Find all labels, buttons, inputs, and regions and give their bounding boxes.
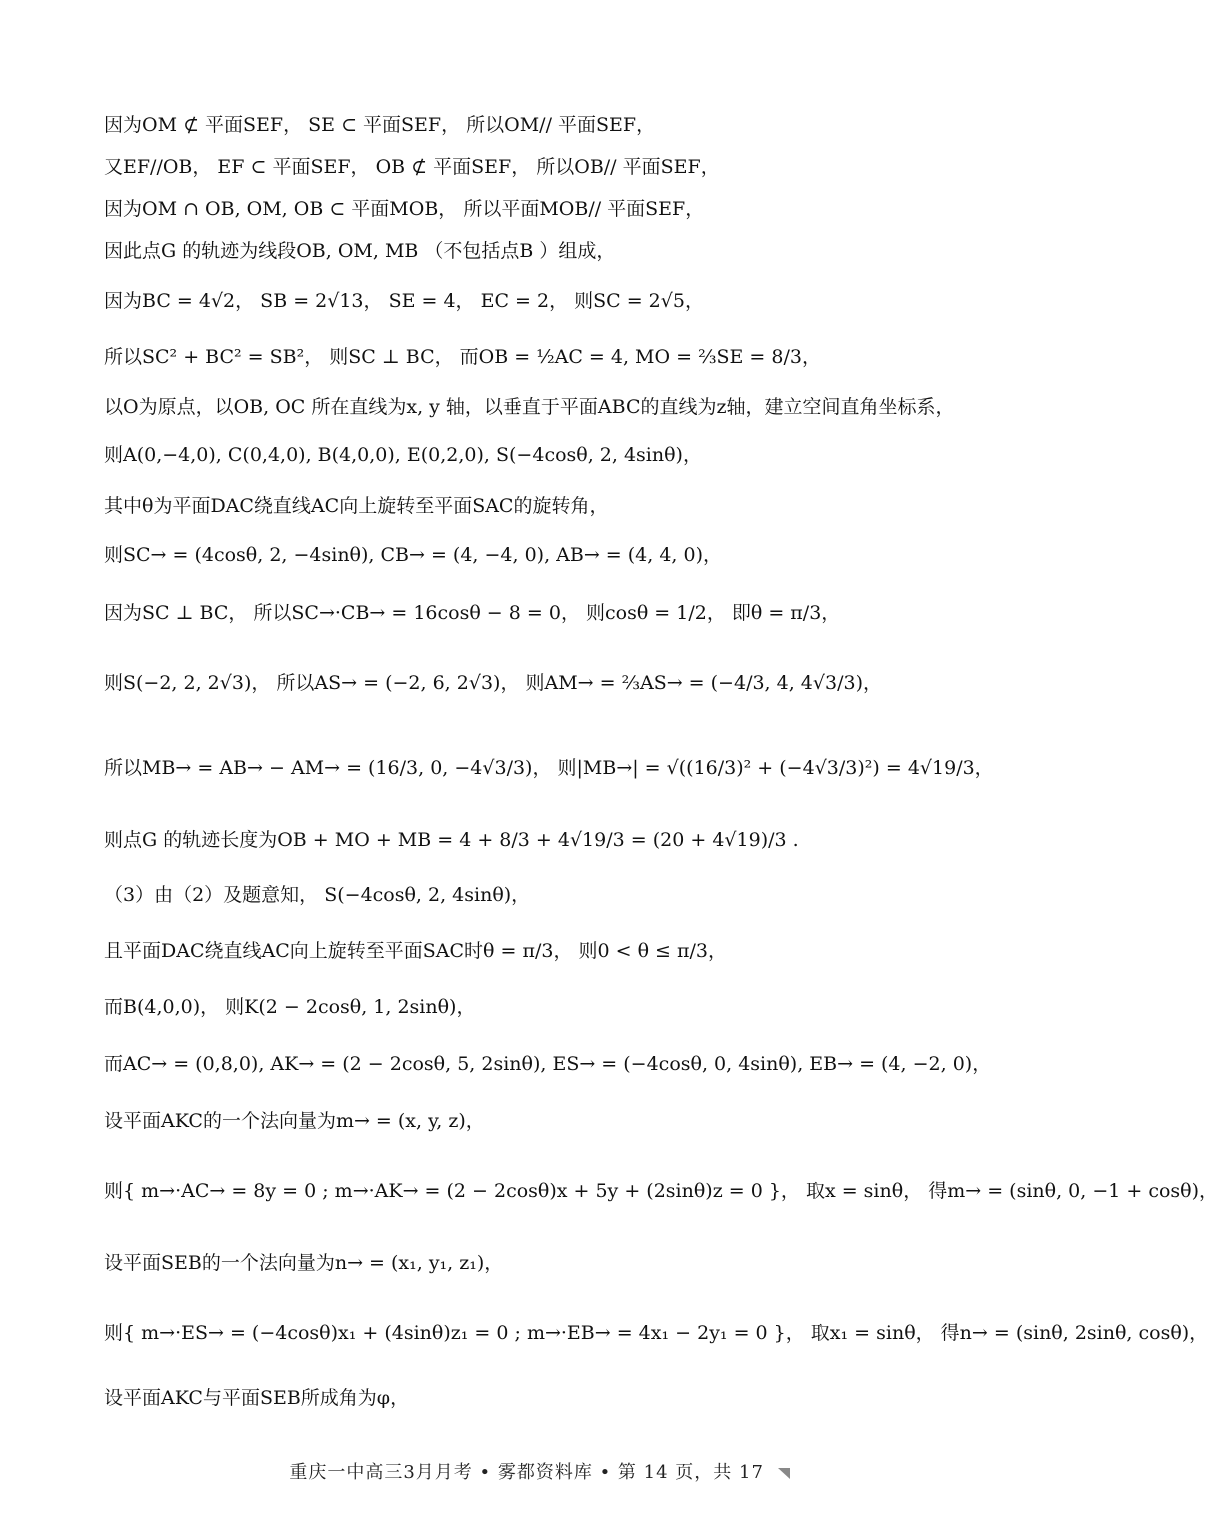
text-line: 设平面AKC的一个法向量为m→ = (x, y, z)， xyxy=(104,1110,485,1132)
text-line: （3）由（2）及题意知， S(−4cosθ, 2, 4sinθ)， xyxy=(104,884,531,906)
text-line: 设平面AKC与平面SEB所成角为φ， xyxy=(104,1387,410,1409)
text-line: 其中θ为平面DAC绕直线AC向上旋转至平面SAC的旋转角， xyxy=(104,495,609,517)
page-corner-icon xyxy=(777,1466,791,1480)
text-line: 则{ m→·ES→ = (−4cosθ)x₁ + (4sinθ)z₁ = 0 ; m→·EB→ = 4x₁ − 2y₁ = 0 }， 取x₁ = sinθ， 得n→ = (sinθ, 2sinθ, cosθ)， xyxy=(104,1322,1209,1344)
text-line: 则点G 的轨迹长度为OB + MO + MB = 4 + 8/3 + 4√19/3 = (20 + 4√19)/3 . xyxy=(104,829,799,851)
text-line: 所以MB→ = AB→ − AM→ = (16/3, 0, −4√3/3)， 则|MB→| = √((16/3)² + (−4√3/3)²) = 4√19/3， xyxy=(104,757,994,779)
page-footer xyxy=(0,1458,1080,1484)
text-line: 以O为原点，以OB, OC 所在直线为x, y 轴，以垂直于平面ABC的直线为z轴，建立空间直角坐标系， xyxy=(104,396,955,418)
footer-text: 重庆一中高三3月月考 • 雾都资料库 • 第 14 页，共 17 xyxy=(289,1462,764,1483)
text-line: 则SC→ = (4cosθ, 2, −4sinθ), CB→ = (4, −4, 0), AB→ = (4, 4, 0)， xyxy=(104,544,723,566)
text-line: 因此点G 的轨迹为线段OB, OM, MB （不包括点B ）组成， xyxy=(104,240,616,262)
text-line: 又EF//OB， EF ⊂ 平面SEF， OB ⊄ 平面SEF， 所以OB// 平面SEF， xyxy=(104,156,720,178)
text-line: 设平面SEB的一个法向量为n→ = (x₁, y₁, z₁)， xyxy=(104,1252,504,1274)
text-line: 且平面DAC绕直线AC向上旋转至平面SAC时θ = π/3， 则0 < θ ≤ π/3， xyxy=(104,940,727,962)
text-line: 所以SC² + BC² = SB²， 则SC ⊥ BC， 而OB = ½AC = 4, MO = ⅔SE = 8/3， xyxy=(104,346,821,368)
text-line: 因为SC ⊥ BC， 所以SC→·CB→ = 16cosθ − 8 = 0， 则cosθ = 1/2， 即θ = π/3， xyxy=(104,602,841,624)
text-line: 因为BC = 4√2， SB = 2√13， SE = 4， EC = 2， 则SC = 2√5， xyxy=(104,290,704,312)
text-line: 则{ m→·AC→ = 8y = 0 ; m→·AK→ = (2 − 2cosθ)x + 5y + (2sinθ)z = 0 }， 取x = sinθ， 得m→ = (sinθ, 0, −1 + cosθ)， xyxy=(104,1180,1218,1202)
text-line: 则A(0,−4,0), C(0,4,0), B(4,0,0), E(0,2,0), S(−4cosθ, 2, 4sinθ)， xyxy=(104,444,702,466)
text-line: 则S(−2, 2, 2√3)， 所以AS→ = (−2, 6, 2√3)， 则AM→ = ⅔AS→ = (−4/3, 4, 4√3/3)， xyxy=(104,672,882,694)
text-line: 而B(4,0,0)， 则K(2 − 2cosθ, 1, 2sinθ)， xyxy=(104,996,476,1018)
text-line: 而AC→ = (0,8,0), AK→ = (2 − 2cosθ, 5, 2sinθ), ES→ = (−4cosθ, 0, 4sinθ), EB→ = (4, −2, 0)， xyxy=(104,1053,992,1075)
text-line: 因为OM ⊄ 平面SEF， SE ⊂ 平面SEF， 所以OM// 平面SEF， xyxy=(104,114,656,136)
text-line: 因为OM ∩ OB, OM, OB ⊂ 平面MOB， 所以平面MOB// 平面SEF， xyxy=(104,198,705,220)
